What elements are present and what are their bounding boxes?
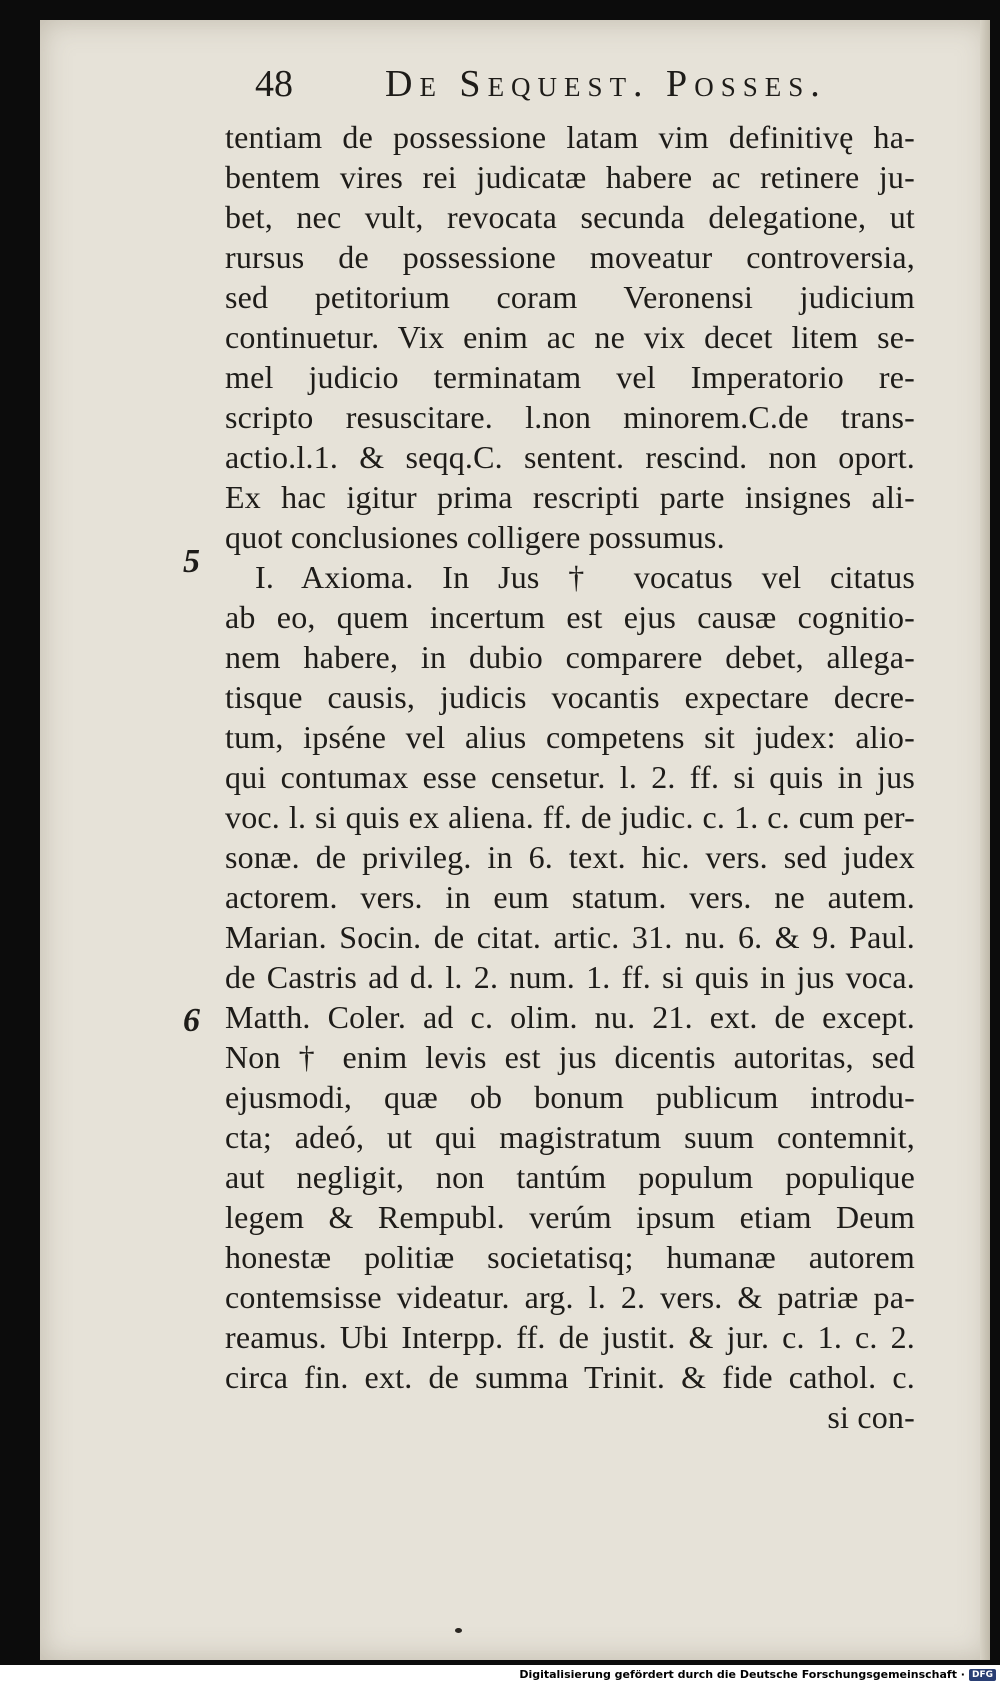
catchword: si con-: [827, 1399, 915, 1435]
text-line: Matth. Coler. ad c. olim. nu. 21. ext. de except.: [225, 999, 915, 1035]
text-line: scripto resuscitare. l.non minorem.C.de trans-: [225, 399, 915, 435]
text-line: tisque causis, judicis vocantis expectare decre-: [225, 679, 915, 715]
footer-text: Digitalisierung gefördert durch die Deutsche Forschungsgemeinschaft ·: [519, 1668, 965, 1681]
text-line: voc. l. si quis ex aliena. ff. de judic. c. 1. c. cum per-: [225, 799, 915, 835]
text-line: cta; adeó, ut qui magistratum suum contemnit,: [225, 1119, 915, 1155]
page-number: 48: [255, 63, 293, 105]
text-line: legem & Rempubl. verúm ipsum etiam Deum: [225, 1199, 915, 1235]
text-line: Non † enim levis est jus dicentis autoritas, sed: [225, 1039, 915, 1075]
running-head: De Sequest. Posses.: [385, 63, 827, 105]
text-line: nem habere, in dubio comparere debet, allega-: [225, 639, 915, 675]
text-line: mel judicio terminatam vel Imperatorio re-: [225, 359, 915, 395]
text-line: ejusmodi, quæ ob bonum publicum introdu-: [225, 1079, 915, 1115]
page-edge: [980, 20, 990, 1660]
text-line: contemsisse videatur. arg. l. 2. vers. & patriæ pa-: [225, 1279, 915, 1315]
text-line: bet, nec vult, revocata secunda delegatione, ut: [225, 199, 915, 235]
text-line: de Castris ad d. l. 2. num. 1. ff. si quis in jus voca.: [225, 959, 915, 995]
text-line: qui contumax esse censetur. l. 2. ff. si quis in jus: [225, 759, 915, 795]
margin-note-number: 5: [183, 543, 200, 580]
text-line: rursus de possessione moveatur controversia,: [225, 239, 915, 275]
text-line: sonæ. de privileg. in 6. text. hic. vers. sed judex: [225, 839, 915, 875]
text-line: Marian. Socin. de citat. artic. 31. nu. 6. & 9. Paul.: [225, 919, 915, 955]
text-line: reamus. Ubi Interpp. ff. de justit. & jur. c. 1. c. 2.: [225, 1319, 915, 1355]
text-line: quot conclusiones colligere possumus.: [225, 519, 725, 555]
text-line: ab eo, quem incertum est ejus causæ cognitio-: [225, 599, 915, 635]
text-line: circa fin. ext. de summa Trinit. & fide cathol. c.: [225, 1359, 915, 1395]
margin-note-number: 6: [183, 1002, 200, 1039]
body-text: [183, 117, 915, 1437]
page-header: [255, 62, 895, 122]
text-line: tentiam de possessione latam vim definitivę ha-: [225, 119, 915, 155]
footer-credit: [519, 1668, 996, 1681]
text-line: sed petitorium coram Veronensi judicium: [225, 279, 915, 315]
text-line: bentem vires rei judicatæ habere ac retinere ju-: [225, 159, 915, 195]
text-line: actorem. vers. in eum statum. vers. ne autem.: [225, 879, 915, 915]
text-line: aut negligit, non tantúm populum populique: [225, 1159, 915, 1195]
text-line: Ex hac igitur prima rescripti parte insignes ali-: [225, 479, 915, 515]
text-line: tum, ipséne vel alius competens sit judex: alio-: [225, 719, 915, 755]
text-line: continuetur. Vix enim ac ne vix decet litem se-: [225, 319, 915, 355]
text-line: I. Axioma. In Jus † vocatus vel citatus: [255, 559, 915, 595]
text-line: actio.l.1. & seqq.C. sentent. rescind. non oport.: [225, 439, 915, 475]
ink-smudge: [455, 1628, 462, 1633]
dfg-logo: DFG: [969, 1669, 996, 1681]
text-line: honestæ politiæ societatisq; humanæ autorem: [225, 1239, 915, 1275]
